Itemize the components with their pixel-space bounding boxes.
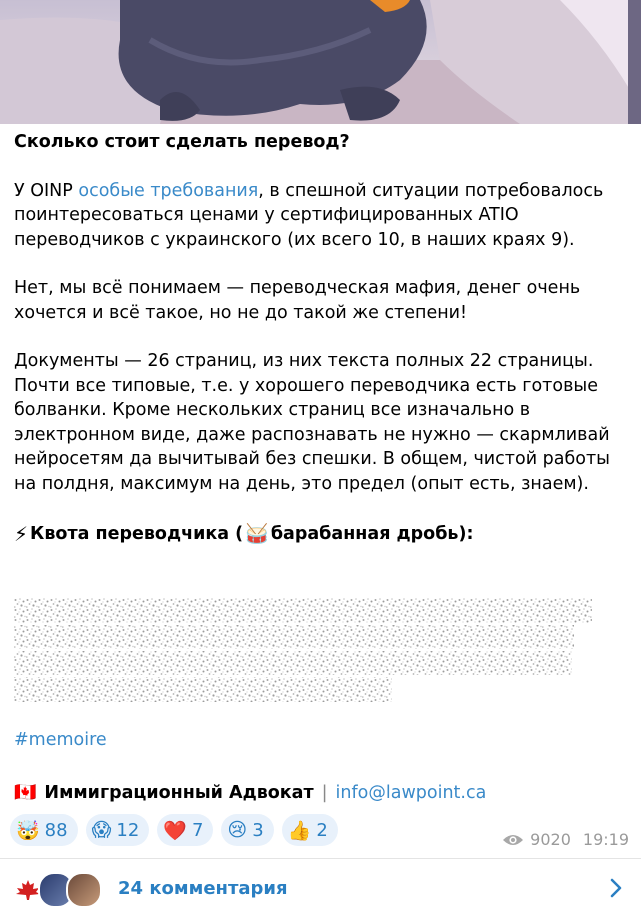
spoiler-hidden-text[interactable]: [14, 598, 592, 702]
paragraph-1-prefix: У OINP: [14, 180, 79, 201]
reaction-heart[interactable]: [157, 814, 213, 846]
signature-separator: |: [321, 782, 328, 803]
paragraph-3: Документы — 26 страниц, из них текста полных 22 страницы. Почти все типовые, т.е. у хорошего переводчика есть готовые болванки. Кроме нескольких страниц все изначально в электронном виде, даже распознавать не нужно — скармливай нейросетям да вычитывай без спешки. В общем, чистой работы на полдня, максимум на день, это предел (опыт есть, знаем).: [14, 351, 610, 494]
post-time: 19:19: [582, 830, 629, 849]
paragraph-2: Нет, мы всё понимаем — переводческая мафия, денег очень хочется и всё такое, но не до такой же степени!: [14, 278, 581, 323]
reaction-count: 12: [116, 819, 140, 841]
cartoon-illustration: [0, 0, 641, 124]
thumbs-up-icon: 👍: [287, 819, 312, 842]
post-image[interactable]: [0, 0, 641, 124]
quota-heading-text-1: Квота переводчика (: [30, 524, 244, 544]
drum-icon: 🥁: [245, 523, 269, 545]
paragraph-1-suffix: , в спешной ситуации потребовалось поинтересоваться ценами у сертифицированных ATIO переводчиков с украинского (их всего 10, в наших краях 9).: [14, 180, 604, 250]
spoiler-noise: [14, 598, 592, 702]
paragraph-1: [14, 179, 629, 253]
hashtag-memoire[interactable]: #memoire: [14, 730, 107, 750]
special-requirements-link[interactable]: особые требования: [78, 180, 259, 201]
chevron-right-icon: [609, 877, 623, 899]
lightning-icon: ⚡: [14, 522, 29, 546]
canada-flag-icon: 🇨🇦: [14, 782, 37, 803]
post-question: Сколько стоит сделать перевод?: [14, 132, 350, 152]
channel-name: Иммиграционный Адвокат: [44, 782, 314, 803]
quota-heading-text-2: барабанная дробь):: [270, 524, 474, 544]
reaction-count: 7: [191, 819, 204, 841]
commenter-avatars: [10, 859, 106, 917]
exploding-head-icon: 🤯: [16, 819, 40, 842]
post-meta: [502, 830, 629, 849]
comments-button[interactable]: [0, 859, 641, 917]
screaming-face-icon: 😱: [91, 819, 112, 841]
email-link[interactable]: info@lawpoint.ca: [335, 782, 487, 803]
crying-face-icon: 😢: [227, 819, 248, 841]
eye-icon: [502, 833, 524, 847]
reactions-bar: [10, 814, 338, 846]
signature: [14, 782, 486, 803]
heart-icon: ❤️: [163, 819, 187, 842]
post-text: [14, 130, 629, 547]
reaction-exploding-head[interactable]: [10, 814, 78, 846]
view-count: 9020: [530, 830, 571, 849]
reaction-thumbs-up[interactable]: [282, 814, 338, 846]
reaction-count: 3: [252, 819, 264, 841]
quota-heading: [14, 522, 629, 547]
reaction-crying[interactable]: [221, 814, 273, 846]
reaction-count: 88: [44, 819, 68, 841]
avatar: [66, 872, 102, 908]
reaction-screaming[interactable]: [86, 814, 150, 846]
comments-label: 24 комментария: [118, 877, 288, 899]
reaction-count: 2: [316, 819, 328, 841]
